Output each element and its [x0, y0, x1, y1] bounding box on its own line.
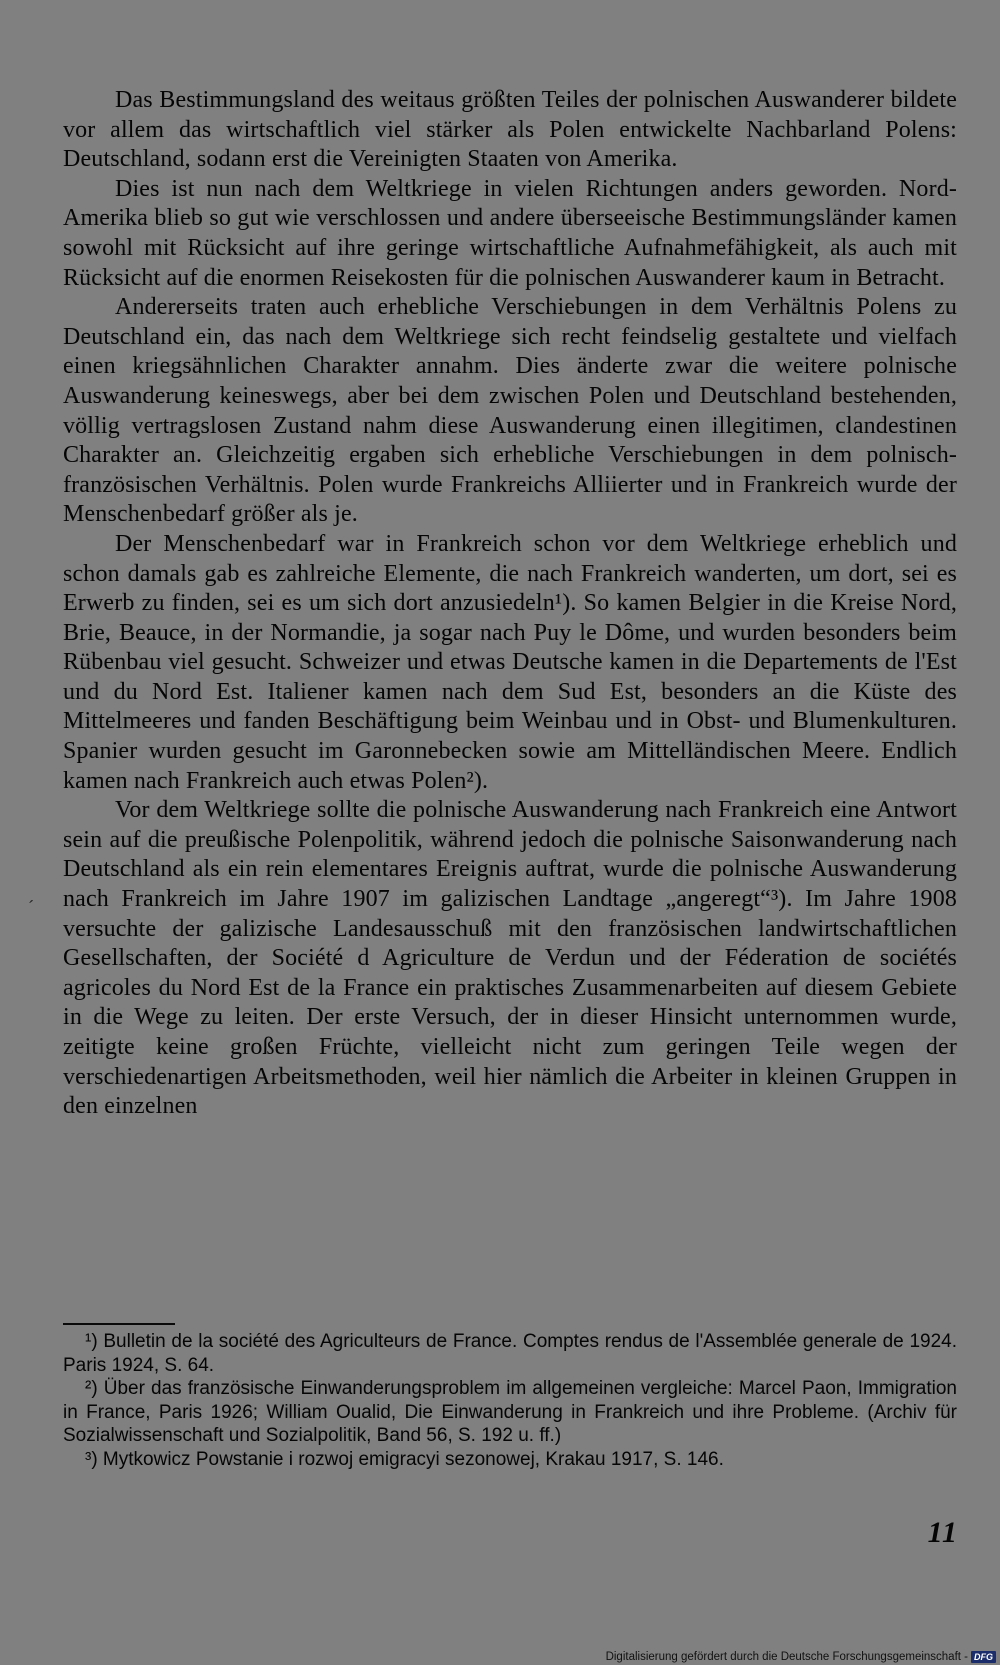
footnote-1: ¹) Bulletin de la société des Agriculteurs de France. Comptes rendus de l'Assemblée generale de 1924. Paris 1924, S. 64.	[63, 1331, 957, 1376]
page-number: 11	[927, 1516, 958, 1549]
footnote-2: ²) Über das französische Einwanderungsproblem im allgemeinen vergleiche: Marcel Paon, Immigration in France, Paris 1926; William Oualid, Die Einwanderung in Frankreich und ihre Probleme. (Archiv für Sozialwissenschaft und Sozialpolitik, Band 56, S. 192 u. ff.)	[63, 1378, 957, 1446]
credit-text: Digitalisierung gefördert durch die Deutsche Forschungsgemeinschaft -	[605, 1651, 968, 1663]
paragraph-5: Vor dem Weltkriege sollte die polnische Auswanderung nach Frankreich eine Antwort sein auf die preußische Polenpolitik, während jedoch die polnische Saisonwanderung nach Deutschland als ein rein elementares Ereignis auftrat, wurde die polnische Auswanderung nach Frankreich im Jahre 1907 im galizischen Landtage „angeregt“³). Im Jahre 1908 versuchte der galizische Landesausschuß mit den französischen landwirtschaftlichen Gesellschaften, der Société d Agriculture de Verdun und der Féderation de sociétés agricoles du Nord Est de la France ein praktisches Zusammenarbeiten auf diesem Gebiete in die Wege zu leiten. Der erste Versuch, der in dieser Hinsicht unternommen wurde, zeitigte keine großen Früchte, vielleicht nicht zum geringen Teile wegen der verschiedenartigen Arbeitsmethoden, weil hier nämlich die Arbeiter in kleinen Gruppen in den einzelnen	[63, 797, 957, 1120]
main-text-block	[63, 86, 957, 1122]
footnote-separator	[63, 1323, 175, 1325]
footnote-3: ³) Mytkowicz Powstanie i rozwoj emigracyi sezonowej, Krakau 1917, S. 146.	[85, 1448, 724, 1470]
paragraph-3: Andererseits traten auch erhebliche Verschiebungen in dem Verhältnis Polens zu Deutschland ein, das nach dem Weltkriege sich recht feindselig gestaltete und vielfach einen kriegsähnlichen Charakter annahm. Dies änderte zwar die weitere polnische Auswanderung keineswegs, aber bei dem zwischen Polen und Deutschland bestehenden, völlig vertragslosen Zustand nahm diese Auswanderung einen illegitimen, clandestinen Charakter an. Gleichzeitig ergaben sich erhebliche Verschiebungen in dem polnisch-französischen Verhältnis. Polen wurde Frankreichs Alliierter und in Frankreich wurde der Menschenbedarf größer als je.	[63, 294, 957, 528]
paragraph-2: Dies ist nun nach dem Weltkriege in vielen Richtungen anders geworden. Nord-Amerika blieb so gut wie verschlossen und andere überseeische Bestimmungsländer kamen sowohl mit Rücksicht auf ihre geringe wirtschaftliche Aufnahmefähigkeit, als auch mit Rücksicht auf die enormen Reisekosten für die polnischen Auswanderer kaum in Betracht.	[63, 175, 957, 291]
dfg-logo-icon: DFG	[971, 1651, 996, 1663]
footnotes-block	[63, 1330, 957, 1471]
digitization-credit	[606, 1651, 996, 1663]
paragraph-1: Das Bestimmungsland des weitaus größten Teiles der polnischen Auswanderer bildete vor allem das wirtschaftlich viel stärker als Polen entwickelte Nachbarland Polens: Deutschland, sodann erst die Vereinigten Staaten von Amerika.	[63, 87, 957, 173]
paragraph-4: Der Menschenbedarf war in Frankreich schon vor dem Weltkriege erheblich und schon damals gab es zahlreiche Elemente, die nach Frankreich wanderten, um dort, sei es Erwerb zu finden, sei es um sich dort anzusiedeln¹). So kamen Belgier in die Kreise Nord, Brie, Beauce, in der Normandie, ja sogar nach Puy le Dôme, und wurden besonders beim Rübenbau viel gesucht. Schweizer und etwas Deutsche kamen in die Departements de l'Est und du Nord Est. Italiener kamen nach dem Sud Est, besonders an die Küste des Mittelmeeres und fanden Beschäftigung beim Weinbau und in Obst- und Blumenkulturen. Spanier wurden gesucht im Garonnebecken sowie am Mittelländischen Meere. Endlich kamen nach Frankreich auch etwas Polen²).	[63, 530, 957, 794]
stray-margin-mark: ˊ	[28, 897, 34, 917]
